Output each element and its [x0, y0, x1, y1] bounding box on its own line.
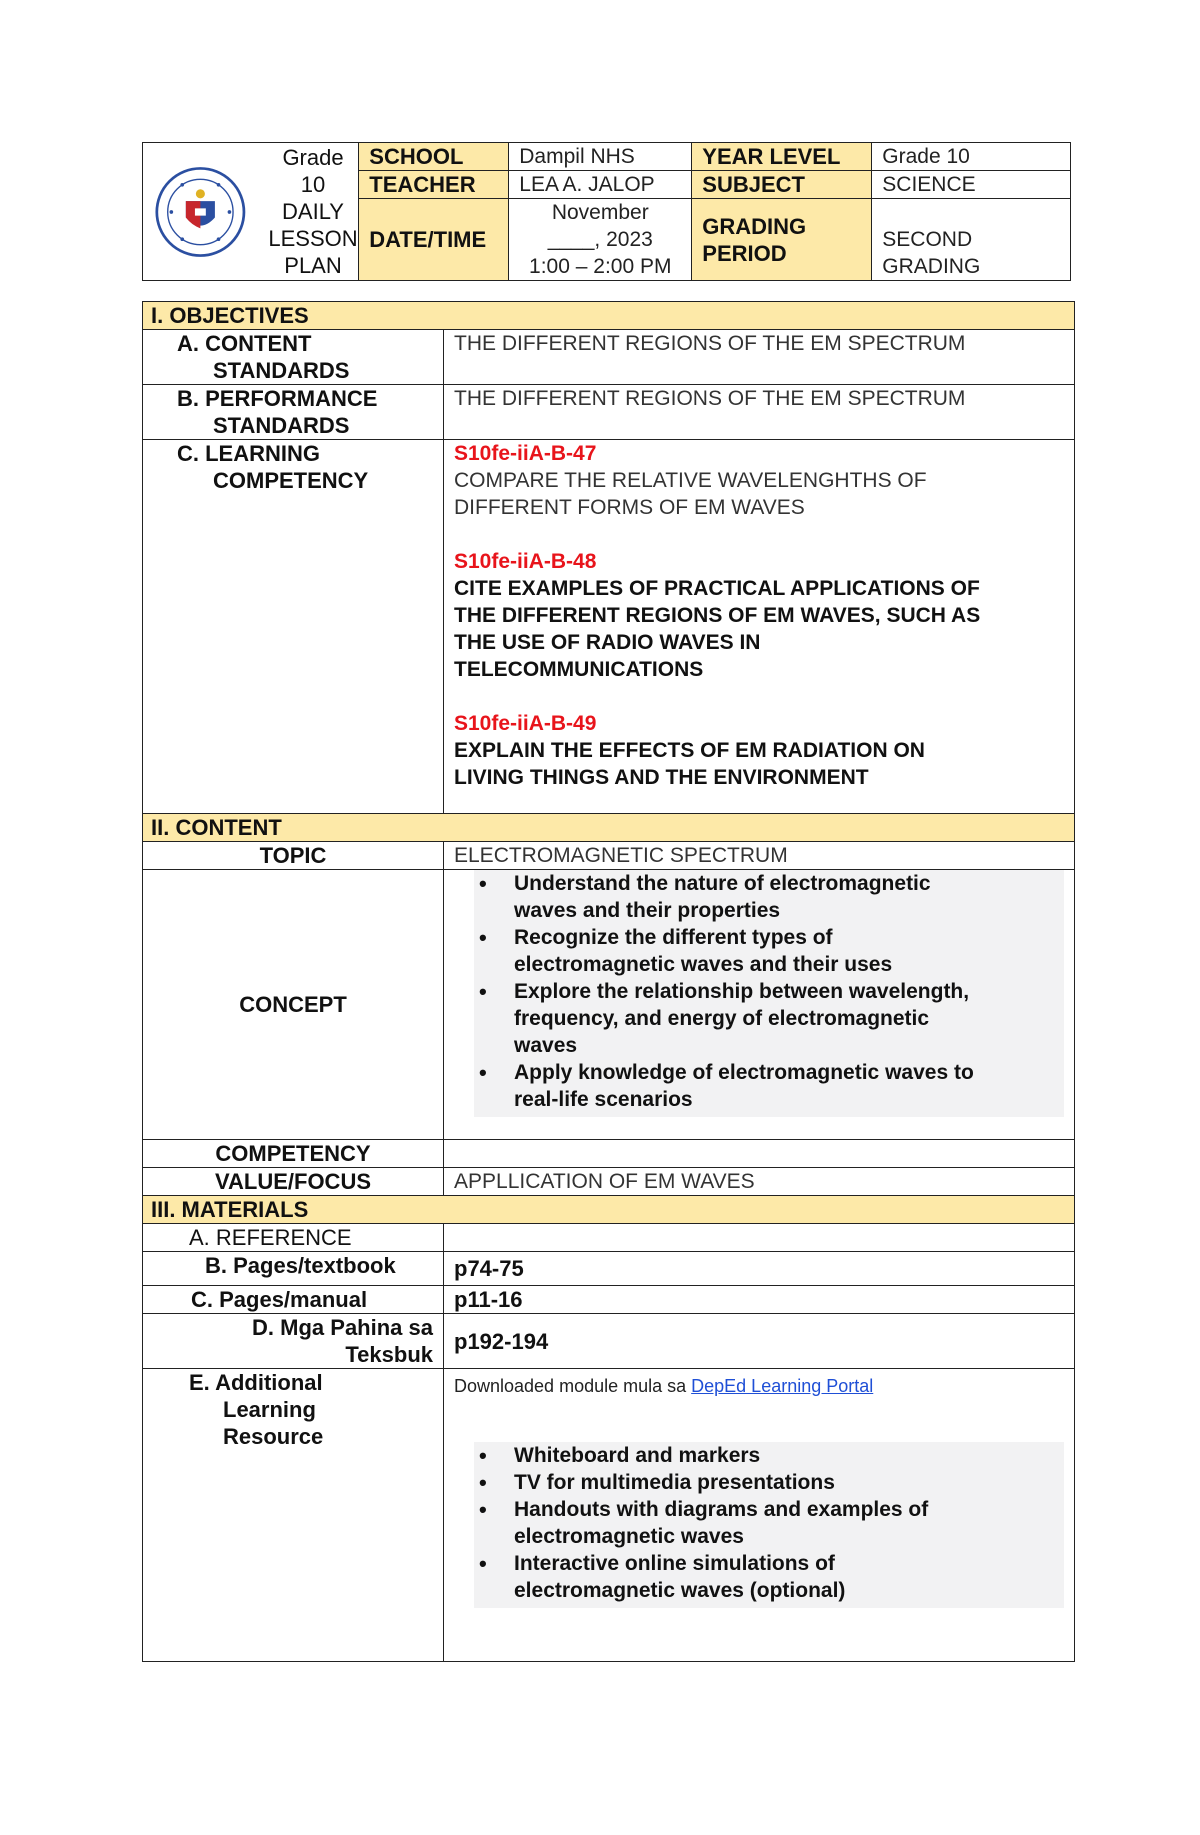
subject-label: SUBJECT [692, 171, 872, 199]
list-item: • TV for multimedia presentations [474, 1469, 1064, 1496]
lesson-plan-table [142, 301, 1075, 1662]
competency-text: COMPARE THE RELATIVE WAVELENGHTHS OF DIFFERENT FORMS OF EM WAVES [454, 469, 927, 519]
competency-label: COMPETENCY [143, 1140, 444, 1168]
school-value: Dampil NHS [509, 143, 692, 171]
subject-value: SCIENCE [872, 171, 1071, 199]
year-level-value: Grade 10 [872, 143, 1071, 171]
competency-text: CITE EXAMPLES OF PRACTICAL APPLICATIONS OF THE DIFFERENT REGIONS OF EM WAVES, SUCH AS THE USE OF RADIO WAVES IN TELECOMMUNICATIONS [454, 577, 981, 681]
datetime-value: November ____, 2023 1:00 – 2:00 PM [509, 199, 692, 281]
list-item: • Understand the nature of electromagnetic waves and their properties [474, 870, 1064, 924]
competency-text: EXPLAIN THE EFFECTS OF EM RADIATION ON LIVING THINGS AND THE ENVIRONMENT [454, 739, 925, 789]
reference-value [444, 1224, 1075, 1252]
teksbuk-value: p192-194 [444, 1314, 1075, 1369]
performance-standards-label: B. PERFORMANCE STANDARDS [143, 385, 444, 440]
teacher-value: LEA A. JALOP [509, 171, 692, 199]
materials-heading: III. MATERIALS [143, 1196, 1075, 1224]
competency-code: S10fe-iiA-B-49 [454, 712, 597, 735]
concept-list [474, 870, 1064, 1117]
competency-code: S10fe-iiA-B-48 [454, 550, 597, 573]
pages-textbook-value: p74-75 [444, 1252, 1075, 1286]
resource-list [474, 1442, 1064, 1608]
download-note: Downloaded module mula sa DepEd Learning Portal [454, 1376, 874, 1396]
content-heading: II. CONTENT [143, 814, 1075, 842]
deped-portal-link[interactable]: DepEd Learning Portal [691, 1376, 874, 1396]
value-focus-label: VALUE/FOCUS [143, 1168, 444, 1196]
deped-seal-icon [155, 166, 246, 258]
dlp-title-cell [143, 143, 359, 281]
content-standards-value: THE DIFFERENT REGIONS OF THE EM SPECTRUM [444, 330, 1075, 385]
performance-standards-value: THE DIFFERENT REGIONS OF THE EM SPECTRUM [444, 385, 1075, 440]
learning-competency-label: C. LEARNING COMPETENCY [143, 440, 444, 814]
pages-manual-value: p11-16 [444, 1286, 1075, 1314]
additional-resource-label: E. Additional Learning Resource [143, 1369, 444, 1662]
pages-textbook-label: B. Pages/textbook [143, 1252, 444, 1286]
school-label: SCHOOL [359, 143, 509, 171]
additional-resource-value [444, 1369, 1075, 1662]
competency-code: S10fe-iiA-B-47 [454, 442, 597, 465]
list-item: • Recognize the different types of electromagnetic waves and their uses [474, 924, 1064, 978]
concept-value [444, 870, 1075, 1140]
concept-label: CONCEPT [143, 870, 444, 1140]
list-item: • Handouts with diagrams and examples of electromagnetic waves [474, 1496, 1064, 1550]
grading-period-value: SECOND GRADING [872, 199, 1071, 281]
competency-value [444, 1140, 1075, 1168]
content-standards-label: A. CONTENT STANDARDS [143, 330, 444, 385]
value-focus-value: APPLLICATION OF EM WAVES [444, 1168, 1075, 1196]
header-table [142, 142, 1071, 281]
list-item: • Whiteboard and markers [474, 1442, 1064, 1469]
list-item: • Apply knowledge of electromagnetic waves to real-life scenarios [474, 1059, 1064, 1113]
teksbuk-label: D. Mga Pahina sa Teksbuk [143, 1314, 444, 1369]
list-item: • Interactive online simulations of electromagnetic waves (optional) [474, 1550, 1064, 1604]
grading-period-label: GRADING PERIOD [692, 199, 872, 281]
year-level-label: YEAR LEVEL [692, 143, 872, 171]
dlp-title: Grade 10 DAILY LESSON PLAN [268, 145, 358, 278]
reference-label: A. REFERENCE [143, 1224, 444, 1252]
teacher-label: TEACHER [359, 171, 509, 199]
pages-manual-label: C. Pages/manual [143, 1286, 444, 1314]
topic-label: TOPIC [143, 842, 444, 870]
learning-competency-value [444, 440, 1075, 814]
datetime-label: DATE/TIME [359, 199, 509, 281]
list-item: • Explore the relationship between wavelength, frequency, and energy of electromagnetic waves [474, 978, 1064, 1059]
objectives-heading: I. OBJECTIVES [143, 302, 1075, 330]
topic-value: ELECTROMAGNETIC SPECTRUM [444, 842, 1075, 870]
